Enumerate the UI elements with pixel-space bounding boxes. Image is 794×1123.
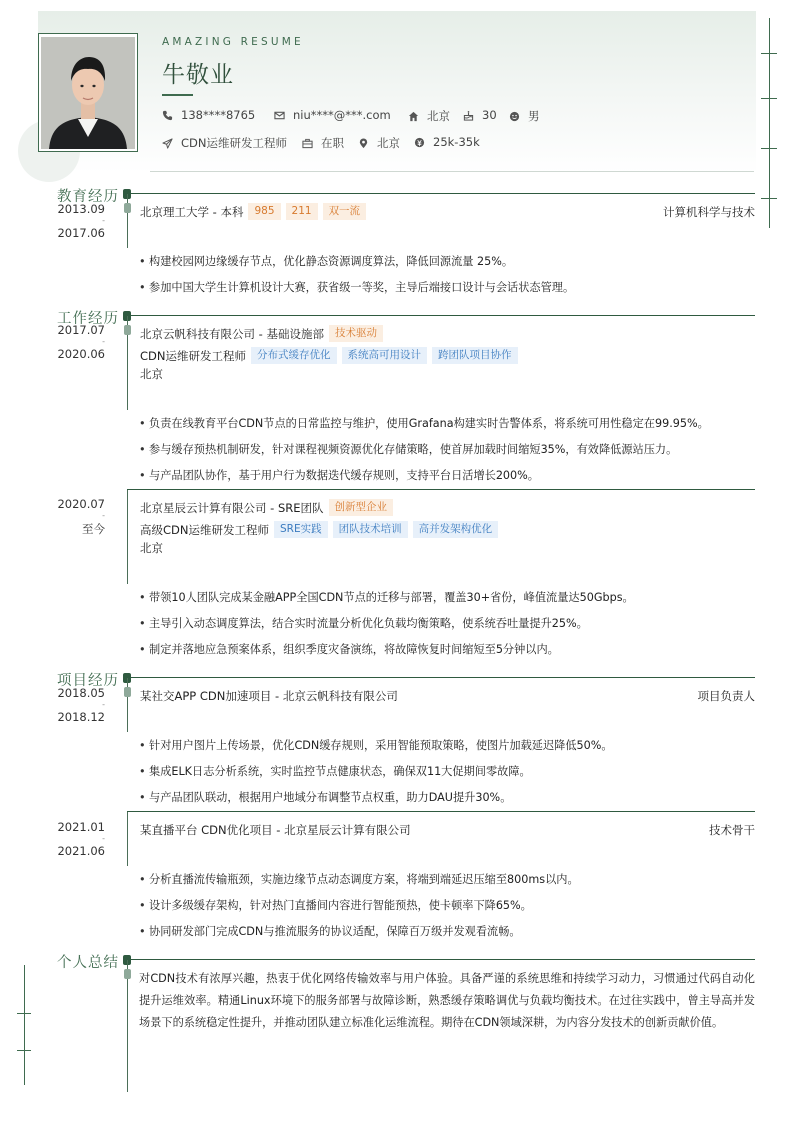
cake-icon (463, 110, 474, 121)
edu-major: 计算机科学与技术 (663, 205, 755, 219)
job2-city: 北京 (140, 541, 163, 555)
section-line (131, 193, 755, 194)
briefcase-icon (302, 138, 313, 149)
date-dash: - (102, 216, 105, 225)
age-info (463, 108, 497, 122)
gender-icon (509, 111, 520, 122)
edu-school: 北京理工大学 - 本科 (140, 204, 244, 219)
location-icon (358, 138, 369, 149)
proj2-bullet: • 设计多级缓存架构，针对热门直播间内容进行智能预热，使卡顿率下降65%。 (139, 897, 532, 913)
job2-start-date: 2020.07 (57, 497, 105, 511)
home-icon (408, 111, 419, 122)
job-info (162, 135, 287, 151)
job2-company: 北京星辰云计算有限公司 - SRE团队 (140, 500, 324, 515)
edu-end-date: 2017.06 (57, 226, 105, 240)
proj1-bullet: • 针对用户图片上传场景，优化CDN缓存规则，采用智能预取策略，使图片加载延迟降低50%。 (139, 737, 613, 753)
hometown-text: 北京 (427, 109, 450, 123)
edu-bullet: • 参加中国大学生计算机设计大赛，获省级一等奖，主导后端接口设计与会话状态管理。 (139, 279, 574, 295)
job2-bullet: • 带领10人团队完成某金融APP全国CDN节点的迁移与部署，覆盖30+省份，峰值流量达50Gbps。 (139, 589, 634, 605)
age-text: 30 (482, 108, 497, 122)
city-text: 北京 (377, 136, 400, 150)
decor-rail-left (24, 965, 25, 1085)
job1-company-row (140, 325, 383, 342)
gender-text: 男 (528, 109, 540, 123)
proj1-role: 项目负责人 (697, 689, 755, 703)
job2-bullet: • 主导引入动态调度算法，结合实时流量分析优化负载均衡策略，使系统吞吐量提升25%。 (139, 615, 588, 631)
section-line (131, 677, 755, 678)
timeline-line (127, 812, 128, 866)
job2-role-tag: 高并发架构优化 (413, 521, 499, 538)
edu-tag: 985 (248, 203, 280, 220)
job2-role: 高级CDN运维研发工程师 (140, 522, 269, 537)
email-info (274, 108, 391, 122)
avatar-portrait (41, 37, 135, 149)
proj1-name: 某社交APP CDN加速项目 - 北京云帆科技有限公司 (140, 689, 398, 703)
job1-bullet: • 负责在线教育平台CDN节点的日常监控与维护，使用Grafana构建实时告警体系，将系统可用性稳定在99.95%。 (139, 415, 709, 431)
job1-company-tag: 技术驱动 (329, 325, 383, 342)
job2-role-row (140, 521, 498, 538)
job2-company-row (140, 499, 393, 516)
name-underline (162, 94, 193, 96)
date-dash: - (102, 700, 105, 709)
job1-end-date: 2020.06 (57, 347, 105, 361)
proj2-name: 某直播平台 CDN优化项目 - 北京星辰云计算有限公司 (140, 823, 411, 837)
job1-role-tag: 跨团队项目协作 (432, 347, 518, 364)
job2-end-date: 至今 (82, 522, 105, 536)
entry-marker (124, 325, 131, 335)
timeline-line (127, 960, 128, 1092)
date-dash: - (102, 337, 105, 346)
edu-tag: 双一流 (323, 203, 367, 220)
entry-separator (127, 811, 755, 812)
money-icon (414, 137, 425, 148)
proj2-end-date: 2021.06 (57, 844, 105, 858)
job1-company: 北京云帆科技有限公司 - 基础设施部 (140, 326, 324, 341)
gender-info (509, 108, 540, 124)
job1-city: 北京 (140, 367, 163, 381)
phone-text: 138****8765 (181, 108, 256, 122)
proj2-bullet: • 分析直播流传输瓶颈，实施边缘节点动态调度方案，将端到端延迟压缩至800ms以内。 (139, 871, 579, 887)
decor-rail (769, 18, 770, 228)
job1-role-tag: 分布式缓存优化 (251, 347, 337, 364)
section-line (131, 315, 755, 316)
decor-rail-tick (17, 1013, 31, 1014)
email-icon (274, 110, 285, 121)
proj1-end-date: 2018.12 (57, 710, 105, 724)
candidate-name: 牛敬业 (162, 62, 234, 88)
job1-role: CDN运维研发工程师 (140, 348, 246, 363)
profile-photo (38, 33, 138, 152)
status-text: 在职 (321, 136, 344, 150)
salary-text: 25k-35k (433, 135, 480, 149)
job1-start-date: 2017.07 (57, 323, 105, 337)
projects-title: 项目经历 (57, 673, 119, 689)
decor-rail-tick (761, 198, 777, 199)
salary-info (414, 135, 480, 149)
proj1-bullet: • 与产品团队联动，根据用户地域分布调整节点权重，助力DAU提升30%。 (139, 789, 511, 805)
education-title: 教育经历 (57, 189, 119, 205)
job2-company-tag: 创新型企业 (329, 499, 394, 516)
job1-bullet: • 与产品团队协作，基于用户行为数据迭代缓存规则，支持平台日活增长200%。 (139, 467, 539, 483)
entry-marker (124, 203, 131, 213)
summary-text: 对CDN技术有浓厚兴趣，热衷于优化网络传输效率与用户体验。具备严谨的系统思维和持续学习动力，习惯通过代码自动化提升运维效率。精通Linux环境下的服务部署与故障诊断，熟悉缓存策略调优与负载均衡技术。在过往实践中，曾主导高并发场景下的系统稳定性提升，并推动团队建立标准化运维流程。期待在CDN领域深耕，为内容分发技术的创新贡献价值。 (139, 972, 755, 1029)
work-title: 工作经历 (57, 311, 119, 327)
phone-info (162, 108, 255, 122)
proj1-start-date: 2018.05 (57, 686, 105, 700)
city-info (358, 135, 400, 151)
proj2-role: 技术骨干 (709, 823, 755, 837)
edu-tag: 211 (286, 203, 318, 220)
header-divider (150, 171, 754, 172)
edu-school-row (140, 203, 366, 220)
send-icon (162, 138, 173, 149)
proj2-bullet: • 协同研发部门完成CDN与推流服务的协议适配，保障百万级并发观看流畅。 (139, 923, 521, 939)
section-line (131, 959, 755, 960)
job-text: CDN运维研发工程师 (181, 136, 287, 150)
edu-bullet: • 构建校园网边缘缓存节点，优化静态资源调度算法，降低回源流量 25%。 (139, 253, 513, 269)
date-dash: - (102, 511, 105, 520)
job2-bullet: • 制定并落地应急预案体系，组织季度灾备演练，将故障恢复时间缩短至5分钟以内。 (139, 641, 559, 657)
edu-start-date: 2013.09 (57, 202, 105, 216)
resume-english-title: AMAZING RESUME (162, 36, 304, 48)
decor-rail-tick (761, 98, 777, 99)
decor-rail-tick (761, 53, 777, 54)
hometown-info (408, 108, 450, 124)
entry-separator (127, 489, 755, 490)
job2-role-tag: 团队技术培训 (333, 521, 408, 538)
decor-rail-tick (761, 148, 777, 149)
timeline-line (127, 490, 128, 584)
proj1-bullet: • 集成ELK日志分析系统，实时监控节点健康状态，确保双11大促期间零故障。 (139, 763, 531, 779)
job1-role-row (140, 347, 518, 364)
job1-role-tag: 系统高可用设计 (342, 347, 428, 364)
job1-bullet: • 参与缓存预热机制研发，针对课程视频资源优化存储策略，使首屏加载时间缩短35%，有效降低源站压力。 (139, 441, 677, 457)
summary-title: 个人总结 (57, 955, 119, 971)
phone-icon (162, 110, 173, 121)
entry-marker (124, 969, 131, 979)
decor-rail-tick (17, 1050, 31, 1051)
proj2-start-date: 2021.01 (57, 820, 105, 834)
status-info (302, 135, 344, 151)
job2-role-tag: SRE实践 (274, 521, 328, 538)
date-dash: - (102, 834, 105, 843)
email-text: niu****@***.com (293, 108, 391, 122)
entry-marker (124, 687, 131, 697)
